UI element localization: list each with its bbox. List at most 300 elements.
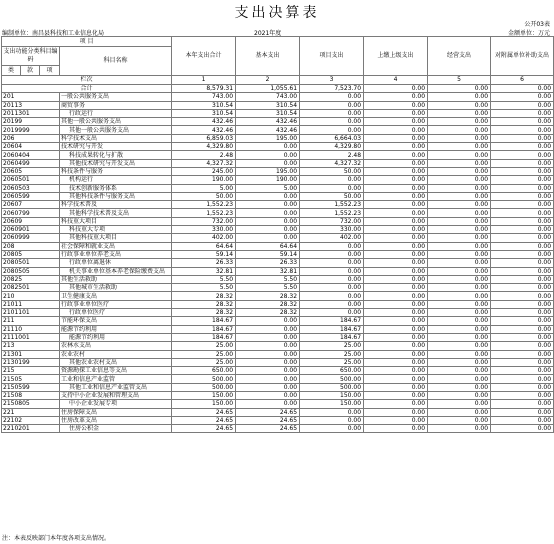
row-value: 0.00: [236, 383, 300, 391]
row-value: 0.00: [428, 342, 491, 350]
row-value: 25.00: [172, 358, 236, 366]
year-label: 2021年度: [254, 30, 282, 37]
total-label: 合计: [2, 85, 172, 93]
row-value: 0.00: [428, 317, 491, 325]
row-value: 0.00: [428, 425, 491, 433]
row-value: 0.00: [364, 167, 428, 175]
row-value: 184.67: [300, 325, 364, 333]
row-value: 0.00: [428, 267, 491, 275]
row-value: 0.00: [364, 425, 428, 433]
row-value: 0.00: [491, 333, 554, 341]
total-row: [2, 85, 554, 93]
row-name: 科学技术支出: [60, 134, 172, 142]
row-value: 0.00: [491, 217, 554, 225]
row-code: 20605: [2, 167, 60, 175]
row-value: 1,552.23: [172, 201, 236, 209]
header-item: 项: [40, 66, 60, 76]
table-row: [2, 250, 554, 258]
row-value: 0.00: [300, 184, 364, 192]
row-value: 0.00: [428, 217, 491, 225]
row-value: 0.00: [364, 126, 428, 134]
row-name: 住房保障支出: [60, 408, 172, 416]
row-value: 64.64: [172, 242, 236, 250]
table-row: [2, 275, 554, 283]
row-value: 0.00: [300, 292, 364, 300]
row-value: 0.00: [364, 143, 428, 151]
row-value: 0.00: [236, 159, 300, 167]
row-value: 0.00: [300, 259, 364, 267]
row-value: 0.00: [236, 226, 300, 234]
row-value: 402.00: [172, 234, 236, 242]
row-value: 0.00: [428, 350, 491, 358]
total-value: 0.00: [491, 85, 554, 93]
row-name: 卫生健康支出: [60, 292, 172, 300]
row-value: 0.00: [364, 292, 428, 300]
row-value: 0.00: [428, 134, 491, 142]
table-row: [2, 325, 554, 333]
row-value: 500.00: [300, 375, 364, 383]
row-value: 28.32: [236, 292, 300, 300]
row-value: 0.00: [364, 134, 428, 142]
total-value: 0.00: [364, 85, 428, 93]
row-value: 310.54: [172, 109, 236, 117]
table-row: [2, 400, 554, 408]
col-num: 5: [428, 76, 491, 85]
row-name: 行政事业单位医疗: [60, 300, 172, 308]
row-value: 0.00: [428, 400, 491, 408]
row-value: 0.00: [236, 367, 300, 375]
row-value: 0.00: [364, 275, 428, 283]
row-value: 0.00: [364, 383, 428, 391]
row-code: 2060901: [2, 226, 60, 234]
table-row: [2, 126, 554, 134]
row-value: 184.67: [172, 317, 236, 325]
row-value: 5.50: [236, 275, 300, 283]
row-value: 432.46: [172, 118, 236, 126]
row-value: 0.00: [491, 201, 554, 209]
row-value: 0.00: [428, 300, 491, 308]
row-value: 5.00: [236, 184, 300, 192]
row-value: 0.00: [364, 300, 428, 308]
row-name: 农业农村: [60, 350, 172, 358]
row-value: 0.00: [364, 267, 428, 275]
row-name: 其他科学技术普及支出: [60, 209, 172, 217]
table-row: [2, 159, 554, 167]
row-value: 4,327.32: [300, 159, 364, 167]
row-value: 6,664.03: [300, 134, 364, 142]
row-name: 资源勘探工业信息等支出: [60, 367, 172, 375]
row-value: 432.46: [172, 126, 236, 134]
row-name: 住房公积金: [60, 425, 172, 433]
row-value: 0.00: [491, 143, 554, 151]
table-row: [2, 234, 554, 242]
row-code: 2060799: [2, 209, 60, 217]
expenditure-table: [1, 36, 554, 433]
table-row: [2, 317, 554, 325]
row-value: 28.32: [172, 300, 236, 308]
table-row: [2, 259, 554, 267]
row-name: 科技成果转化与扩散: [60, 151, 172, 159]
row-value: 0.00: [491, 300, 554, 308]
row-value: 0.00: [236, 342, 300, 350]
row-value: 150.00: [172, 400, 236, 408]
row-value: 0.00: [364, 416, 428, 424]
row-value: 0.00: [364, 93, 428, 101]
row-value: 25.00: [300, 350, 364, 358]
row-value: 24.65: [172, 425, 236, 433]
row-name: 行政事业单位养老支出: [60, 250, 172, 258]
row-value: 0.00: [236, 209, 300, 217]
row-code: 2060999: [2, 234, 60, 242]
header-project: 项 目: [2, 37, 172, 47]
footnote: 注：本表反映部门本年度各项支出情况。: [2, 535, 111, 542]
row-value: 0.00: [428, 192, 491, 200]
row-value: 0.00: [364, 250, 428, 258]
row-code: 2150599: [2, 383, 60, 391]
row-code: 211: [2, 317, 60, 325]
total-value: 7,523.70: [300, 85, 364, 93]
row-value: 0.00: [364, 151, 428, 159]
currency-label: 金额单位：万元: [507, 30, 550, 37]
row-value: 650.00: [172, 367, 236, 375]
table-row: [2, 350, 554, 358]
row-name: 农林水支出: [60, 342, 172, 350]
row-value: 0.00: [300, 126, 364, 134]
row-value: 28.32: [172, 309, 236, 317]
row-code: 201: [2, 93, 60, 101]
row-value: 0.00: [364, 408, 428, 416]
row-name: 中小企业发展专项: [60, 400, 172, 408]
row-value: 0.00: [428, 408, 491, 416]
header-subsidy: 对附属单位补助支出: [491, 37, 554, 76]
row-value: 0.00: [428, 109, 491, 117]
row-value: 0.00: [491, 259, 554, 267]
row-value: 184.67: [172, 325, 236, 333]
row-value: 0.00: [364, 201, 428, 209]
row-code: 2080501: [2, 259, 60, 267]
row-value: 0.00: [364, 317, 428, 325]
row-name: 科技条件与服务: [60, 167, 172, 175]
row-value: 0.00: [491, 234, 554, 242]
row-code: 213: [2, 342, 60, 350]
row-value: 0.00: [236, 358, 300, 366]
row-value: 0.00: [491, 242, 554, 250]
row-value: 0.00: [236, 391, 300, 399]
row-name: 其他科技条件与服务支出: [60, 192, 172, 200]
row-value: 0.00: [428, 209, 491, 217]
row-name: 其他生活救助: [60, 275, 172, 283]
row-value: 0.00: [364, 242, 428, 250]
row-value: 0.00: [364, 342, 428, 350]
row-name: 能源节约利用: [60, 325, 172, 333]
table-row: [2, 134, 554, 142]
row-value: 0.00: [428, 250, 491, 258]
row-value: 0.00: [300, 101, 364, 109]
row-value: 190.00: [236, 176, 300, 184]
row-value: 0.00: [491, 425, 554, 433]
col-num: 3: [300, 76, 364, 85]
row-value: 0.00: [300, 118, 364, 126]
row-code: 210: [2, 292, 60, 300]
row-value: 0.00: [364, 375, 428, 383]
row-value: 50.00: [300, 192, 364, 200]
row-value: 0.00: [491, 250, 554, 258]
page-title: 支出决算表: [234, 5, 320, 21]
table-row: [2, 358, 554, 366]
header-class: 类: [2, 66, 21, 76]
row-value: 150.00: [172, 391, 236, 399]
row-value: 25.00: [300, 342, 364, 350]
row-name: 行政运行: [60, 109, 172, 117]
header-project-exp: 项目支出: [300, 37, 364, 76]
row-value: 732.00: [300, 217, 364, 225]
row-value: 0.00: [364, 109, 428, 117]
total-value: 1,055.61: [236, 85, 300, 93]
row-value: 0.00: [491, 391, 554, 399]
row-value: 0.00: [491, 159, 554, 167]
row-value: 1,552.23: [300, 201, 364, 209]
row-value: 0.00: [491, 342, 554, 350]
row-value: 0.00: [491, 101, 554, 109]
row-value: 0.00: [364, 284, 428, 292]
row-value: 195.00: [236, 167, 300, 175]
row-code: 21505: [2, 375, 60, 383]
row-value: 0.00: [491, 192, 554, 200]
row-value: 743.00: [236, 93, 300, 101]
row-code: 2019999: [2, 126, 60, 134]
row-name: 其他城市生活救助: [60, 284, 172, 292]
row-value: 184.67: [300, 333, 364, 341]
row-name: 一般公共服务支出: [60, 93, 172, 101]
row-code: 20113: [2, 101, 60, 109]
row-value: 432.46: [236, 126, 300, 134]
row-code: 20199: [2, 118, 60, 126]
row-value: 0.00: [236, 350, 300, 358]
row-value: 0.00: [491, 151, 554, 159]
row-value: 5.50: [172, 275, 236, 283]
row-value: 0.00: [491, 400, 554, 408]
table-row: [2, 101, 554, 109]
row-code: 20609: [2, 217, 60, 225]
row-value: 28.32: [236, 300, 300, 308]
row-value: 5.00: [172, 184, 236, 192]
row-name: 机构运行: [60, 176, 172, 184]
row-value: 0.00: [491, 408, 554, 416]
row-value: 0.00: [491, 134, 554, 142]
row-value: 0.00: [428, 358, 491, 366]
row-value: 26.33: [236, 259, 300, 267]
row-value: 26.33: [172, 259, 236, 267]
row-code: 2082501: [2, 284, 60, 292]
col-num: 4: [364, 76, 428, 85]
row-value: 0.00: [364, 391, 428, 399]
row-value: 0.00: [491, 118, 554, 126]
row-name: 行政单位离退休: [60, 259, 172, 267]
row-value: 0.00: [428, 383, 491, 391]
row-value: 64.64: [236, 242, 300, 250]
row-value: 0.00: [491, 292, 554, 300]
row-code: 21011: [2, 300, 60, 308]
row-name: 社会保障和就业支出: [60, 242, 172, 250]
row-name: 节能环保支出: [60, 317, 172, 325]
row-value: 0.00: [491, 284, 554, 292]
row-value: 0.00: [491, 416, 554, 424]
row-value: 0.00: [364, 226, 428, 234]
row-value: 24.65: [236, 416, 300, 424]
row-value: 0.00: [300, 408, 364, 416]
row-value: 0.00: [364, 325, 428, 333]
row-name: 能源节约利用: [60, 333, 172, 341]
row-value: 0.00: [236, 317, 300, 325]
row-code: 20604: [2, 143, 60, 151]
table-row: [2, 192, 554, 200]
row-value: 0.00: [428, 101, 491, 109]
row-value: 0.00: [428, 93, 491, 101]
row-value: 0.00: [300, 176, 364, 184]
row-value: 0.00: [300, 425, 364, 433]
table-row: [2, 425, 554, 433]
row-value: 2.48: [172, 151, 236, 159]
row-code: 20825: [2, 275, 60, 283]
row-value: 0.00: [364, 358, 428, 366]
row-value: 0.00: [428, 226, 491, 234]
row-value: 0.00: [236, 400, 300, 408]
row-value: 500.00: [172, 375, 236, 383]
row-name: 支持中小企业发展和管理支出: [60, 391, 172, 399]
row-code: 2060599: [2, 192, 60, 200]
row-code: 22102: [2, 416, 60, 424]
row-value: 732.00: [172, 217, 236, 225]
table-row: [2, 143, 554, 151]
row-name: 其他农业农村支出: [60, 358, 172, 366]
row-value: 50.00: [300, 167, 364, 175]
row-value: 402.00: [300, 234, 364, 242]
header-upper: 上缴上级支出: [364, 37, 428, 76]
row-value: 0.00: [428, 151, 491, 159]
row-value: 0.00: [300, 284, 364, 292]
row-value: 32.81: [172, 267, 236, 275]
table-row: [2, 209, 554, 217]
row-code: 2080505: [2, 267, 60, 275]
table-row: [2, 201, 554, 209]
row-value: 0.00: [300, 250, 364, 258]
row-value: 0.00: [364, 333, 428, 341]
row-value: 25.00: [300, 358, 364, 366]
row-value: 500.00: [172, 383, 236, 391]
total-value: 8,579.31: [172, 85, 236, 93]
row-value: 2.48: [300, 151, 364, 159]
row-value: 50.00: [172, 192, 236, 200]
row-value: 0.00: [428, 325, 491, 333]
row-value: 0.00: [428, 292, 491, 300]
row-value: 0.00: [300, 416, 364, 424]
row-value: 28.32: [236, 309, 300, 317]
row-value: 150.00: [300, 391, 364, 399]
row-value: 330.00: [300, 226, 364, 234]
table-row: [2, 242, 554, 250]
row-value: 0.00: [428, 143, 491, 151]
row-name: 机关事业单位基本养老保险缴费支出: [60, 267, 172, 275]
row-value: 0.00: [364, 209, 428, 217]
row-value: 0.00: [236, 333, 300, 341]
row-value: 650.00: [300, 367, 364, 375]
row-code: 221: [2, 408, 60, 416]
row-name: 商贸事务: [60, 101, 172, 109]
row-value: 0.00: [491, 325, 554, 333]
row-value: 0.00: [428, 126, 491, 134]
row-name: 科技重大项目: [60, 217, 172, 225]
row-value: 0.00: [428, 118, 491, 126]
row-value: 0.00: [491, 267, 554, 275]
row-value: 0.00: [364, 234, 428, 242]
row-value: 32.81: [236, 267, 300, 275]
row-value: 0.00: [428, 159, 491, 167]
row-value: 150.00: [300, 400, 364, 408]
row-code: 215: [2, 367, 60, 375]
table-row: [2, 309, 554, 317]
table-row: [2, 118, 554, 126]
row-value: 0.00: [300, 309, 364, 317]
header-business: 经营支出: [428, 37, 491, 76]
row-code: 21301: [2, 350, 60, 358]
row-value: 24.65: [172, 408, 236, 416]
row-value: 0.00: [428, 275, 491, 283]
row-value: 0.00: [491, 226, 554, 234]
table-row: [2, 300, 554, 308]
row-code: 2210201: [2, 425, 60, 433]
row-value: 432.46: [236, 118, 300, 126]
row-value: 1,552.23: [300, 209, 364, 217]
table-row: [2, 151, 554, 159]
row-name: 技术创新服务体系: [60, 184, 172, 192]
row-code: 2060499: [2, 159, 60, 167]
row-value: 0.00: [236, 201, 300, 209]
row-value: 5.50: [236, 284, 300, 292]
row-value: 0.00: [364, 309, 428, 317]
header-basic: 基本支出: [236, 37, 300, 76]
row-code: 2060503: [2, 184, 60, 192]
row-value: 0.00: [491, 109, 554, 117]
table-row: [2, 167, 554, 175]
row-value: 0.00: [428, 284, 491, 292]
row-name: 行政单位医疗: [60, 309, 172, 317]
row-code: 2060404: [2, 151, 60, 159]
row-value: 0.00: [236, 234, 300, 242]
row-value: 0.00: [491, 350, 554, 358]
row-value: 245.00: [172, 167, 236, 175]
row-code: 206: [2, 134, 60, 142]
header-row-label: 栏次: [2, 76, 172, 85]
row-value: 0.00: [364, 118, 428, 126]
row-value: 0.00: [364, 101, 428, 109]
row-value: 59.14: [236, 250, 300, 258]
row-value: 310.54: [172, 101, 236, 109]
row-value: 0.00: [364, 159, 428, 167]
row-value: 0.00: [428, 309, 491, 317]
row-value: 24.65: [172, 416, 236, 424]
row-value: 0.00: [236, 217, 300, 225]
row-value: 0.00: [236, 151, 300, 159]
row-value: 0.00: [300, 109, 364, 117]
unit-label: 编制单位：南昌县科技和工业信息化局: [2, 30, 105, 37]
row-value: 0.00: [428, 259, 491, 267]
header-code-group: 支出功能分类科目编码: [2, 47, 60, 66]
row-code: 2150805: [2, 400, 60, 408]
table-row: [2, 408, 554, 416]
row-value: 0.00: [364, 350, 428, 358]
row-value: 0.00: [364, 176, 428, 184]
table-row: [2, 267, 554, 275]
